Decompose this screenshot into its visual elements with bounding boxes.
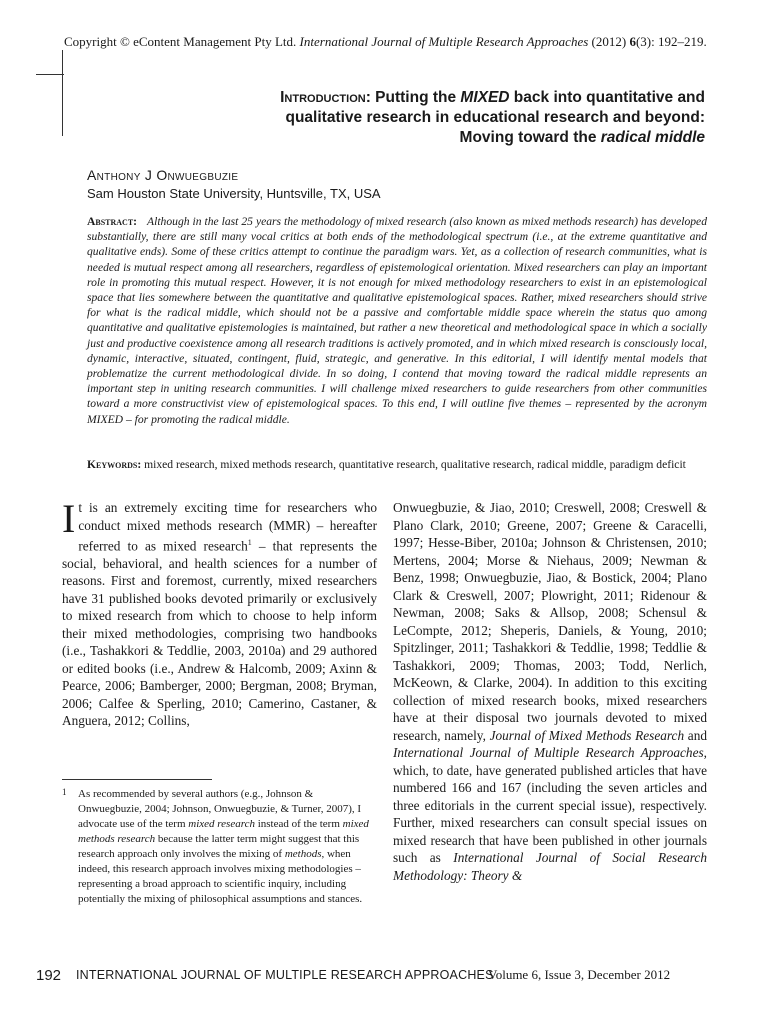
- body-text: and: [684, 727, 708, 743]
- body-text: Onwuegbuzie, & Jiao, 2010; Creswell, 2008; Creswell & Plano Clark, 2010; Greene, 2007; Greene & Caracelli, 1997; Hesse-Biber, 2010a; Johnson & Christensen, 2010; Mertens, 2004; Morse & Niehaus, 2009; Newman & Benz, 1998; Onwuegbuzie, Jiao, & Bostick, 2004; Plano Clark & Creswell, 2007; Plowright, 2011; Ridenour & Newman, 2008; Saks & Allsop, 2008; Schensul & LeCompte, 2012; Sheperis, Daniels, & Young, 2010; Spitzlinger, 2011; Tashakkori & Teddlie, 1998; Teddlie & Tashakkori, 2009; Thomas, 2003; Todd, Nerlich, McKeown, & Clarke, 2004). In addition to this exciting collection of mixed research books, mixed researchers have at their disposal two journals devoted to mixed research, namely,: [393, 500, 707, 743]
- title-line-2: qualitative research in educational research and beyond:: [285, 109, 705, 126]
- title-emphasis: MIXED: [460, 89, 510, 106]
- footnote-marker[interactable]: 1: [247, 538, 252, 547]
- citation-year: (2012): [588, 34, 630, 49]
- author-name: Anthony J Onwuegbuzie: [87, 167, 239, 183]
- keywords: [87, 457, 707, 472]
- copyright-prefix: Copyright © eContent Management Pty Ltd.: [64, 34, 300, 49]
- keywords-text: mixed research, mixed methods research, quantitative research, qualitative research, radical middle, paradigm deficit: [141, 458, 686, 471]
- journal-ref: Journal of Mixed Methods Research: [489, 727, 685, 743]
- volume-info: Volume 6, Issue 3, December 2012: [488, 967, 671, 982]
- body-text: , which, to date, have generated published articles that have numbered 166 and 167 (including the seven articles and three editorials in the current special issue), respectively. Further, mixed researchers can consult special issues on mixed research that have been published in other journals such as: [393, 745, 707, 865]
- running-head: INTERNATIONAL JOURNAL OF MULTIPLE RESEARCH APPROACHES: [76, 968, 494, 982]
- body-text: t is an extremely exciting time for researchers who conduct mixed methods research (MMR) – hereafter referred to as mixed research: [78, 500, 377, 554]
- issue-pages: (3): 192–219.: [635, 34, 707, 49]
- footnote-text: [78, 787, 377, 907]
- abstract-text: Although in the last 25 years the methodology of mixed research (also known as mixed methods research) has developed substantially, there are still many vocal critics at both ends of the methodological spectrum (i.e., at the extreme quantitative and qualitative ends). Some of these critics attempt to continue the paradigm wars. Yet, as a collection of research communities, what is needed is mutual respect among all researchers, regardless of epistemological orientation. Mixed researchers can play an important role in promoting this mutual respect. However, it is not enough for mixed methodology researchers to exist in an epistemological space that lies somewhere between the quantitative and qualitative epistemological spaces. Rather, mixed researchers should strive for what is the radical middle, which should not be a passive and comfortable middle space wherein the status quo among quantitative and qualitative epistemologies is maintained, but rather a new theoretical and methodological space in which a socially just and productive coexistence among all research traditions is actively promoted, and in which mixed research is consciously local, dynamic, interactive, situated, contingent, fluid, strategic, and generative. In this editorial, I will identify mental models that problematize the current methodological divide. In so doing, I contend that moving toward the radical middle represents an important step in uniting research communities. I will challenge mixed researchers to guide researchers from other communities toward a more constructivist view of epistemological spaces. To this end, I will outline five themes – represented by the acronym MIXED – for promoting the radical middle.: [87, 215, 707, 426]
- keywords-label: Keywords:: [87, 458, 142, 471]
- abstract: [87, 214, 707, 427]
- copyright-line: [64, 34, 744, 50]
- footnote-part: because the latter term might suggest that this research approach only involves the mixing of: [78, 833, 360, 860]
- footnote-rule: [62, 779, 212, 780]
- page-number: 192: [36, 967, 62, 984]
- footnote: [62, 787, 377, 907]
- footnote-emphasis: mixed research: [188, 818, 255, 830]
- volume-number: 6: [629, 34, 636, 49]
- margin-horizontal-rule: [36, 74, 64, 75]
- footnote-part: As recommended by several authors (e.g., Johnson & Onwuegbuzie, 2004; Johnson, Onwuegbuzie, & Turner, 2007), I advocate use of the term: [78, 788, 362, 830]
- author-affiliation: Sam Houston State University, Huntsville, TX, USA: [87, 186, 381, 201]
- abstract-label: Abstract:: [87, 215, 138, 228]
- footnote-emphasis: methods: [284, 848, 322, 860]
- body-column-left: [62, 496, 377, 730]
- title-part: back into quantitative and: [509, 89, 705, 106]
- article-title: [150, 88, 705, 148]
- journal-name: International Journal of Multiple Research Approaches: [299, 34, 589, 49]
- journal-ref: International Journal of Multiple Research Approaches: [393, 745, 704, 760]
- footnote-emphasis: mixed methods research: [78, 818, 369, 845]
- title-part: : Putting the: [365, 89, 461, 106]
- drop-cap: I: [62, 496, 76, 541]
- title-line-3: Moving toward the: [459, 129, 601, 146]
- footnote-part: instead of the term: [254, 818, 343, 830]
- footnote-part: , when indeed, this research approach involves mixing methodologies – representing a broad approach to scientific inquiry, including potentially the mixing of philosophical assumptions and stances.: [78, 848, 363, 905]
- title-label: Introduction: [280, 89, 366, 106]
- title-emphasis-2: radical middle: [600, 129, 705, 146]
- body-text: – that represents the social, behavioral, and health sciences for a number of reasons. First and foremost, currently, mixed researchers have 31 published books devoted primarily or exclusively to mixed research from which to choose to help inform their mixed methodologies, comprising two handbooks (i.e., Tashakkori & Teddlie, 2003, 2010a) and 29 authored or edited books (i.e., Andrew & Halcomb, 2009; Axinn & Pearce, 2006; Bamberger, 2000; Bergman, 2008; Bryman, 2006; Calfee & Sperling, 2010; Camerino, Castaner, & Anguera, 2012; Collins,: [62, 538, 377, 729]
- journal-ref: International Journal of Social Research Methodology: Theory &: [393, 850, 707, 883]
- footnote-number: 1: [62, 787, 67, 797]
- margin-vertical-rule: [62, 50, 63, 136]
- body-column-right: [393, 499, 707, 884]
